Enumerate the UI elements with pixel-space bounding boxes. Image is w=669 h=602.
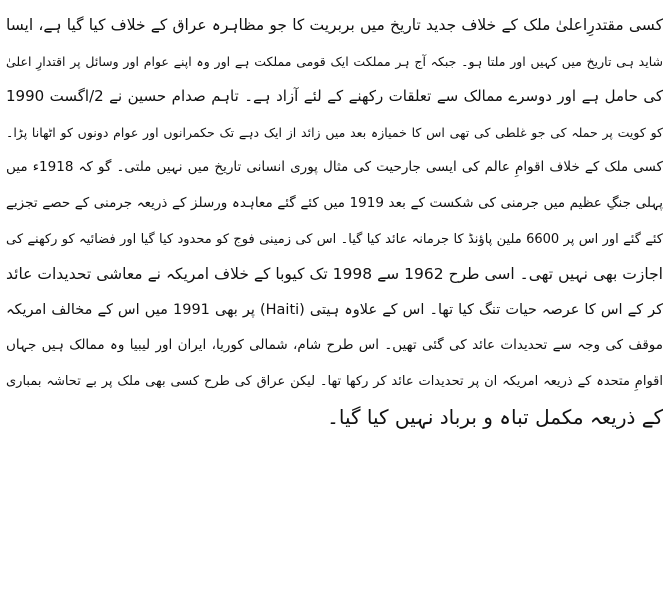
text-line-5: کسی ملک کے خلاف اقوامِ عالم کی ایسی جارحیت کی مثال پوری انسانی تاریخ میں نہیں ملتی۔ گو کہ 1918ء میں	[6, 159, 663, 176]
text-line-9: کر کے اس کا عرصہ حیات تنگ کیا تھا۔ اس کے علاوہ ہیتی (Haiti) پر بھی 1991 میں اس کے مخالف امریکہ	[6, 301, 663, 318]
text-line-4: کو کویت پر حملہ کی جو غلطی کی تھی اس کا خمیازہ بعد میں زائد از ایک دہے تک حکمرانوں اور عوام دونوں کو اٹھانا پڑا۔	[6, 124, 663, 140]
text-line-7: کئے گئے اور اس پر 6600 ملین پاؤنڈ کا جرمانہ عائد کیا گیا۔ اس کی زمینی فوج کو محدود کیا گیا اور فضائیہ کو رکھنے کی	[6, 231, 663, 247]
text-line-8: اجازت بھی نہیں تھی۔ اسی طرح 1962 سے 1998 تک کیوبا کے خلاف امریکہ نے معاشی تحدیدات عائد	[6, 265, 663, 284]
text-line-1: کسی مقتدرِاعلیٰ ملک کے خلاف جدید تاریخ میں بربریت کا جو مظاہرہ عراق کے خلاف کیا گیا ہے، ایسا	[6, 16, 663, 34]
text-line-11: اقوامِ متحدہ کے ذریعہ امریکہ ان پر تحدیدات عائد کر رکھا تھا۔ لیکن عراق کی طرح کسی بھی ملک پر بے تحاشہ بمباری	[6, 373, 663, 389]
text-line-12: کے ذریعہ مکمل تباہ و برباد نہیں کیا گیا۔	[327, 404, 663, 429]
text-line-3: کی حامل ہے اور دوسرے ممالک سے تعلقات رکھنے کے لئے آزاد ہے۔ تاہم صدام حسین نے 2/اگست 1990	[6, 87, 663, 106]
text-line-10: موقف کی وجہ سے تحدیدات عائد کی گئی تھیں۔ اس طرح شام، شمالی کوریا، ایران اور لیبیا وہ ممالک ہیں جہاں	[6, 337, 663, 354]
text-line-6: پہلی جنگِ عظیم میں جرمنی کی شکست کے بعد 1919 میں کئے گئے معاہدہ ورسلز کے ذریعہ جرمنی کے حصے تجزیے	[6, 194, 663, 211]
text-line-2: شاید ہی تاریخ میں کہیں اور ملتا ہو۔ جبکہ آج ہر مملکت ایک قومی مملکت ہے اور وہ اپنے عوام اور وسائل پر اقتدارِ اعلیٰ	[6, 53, 663, 69]
